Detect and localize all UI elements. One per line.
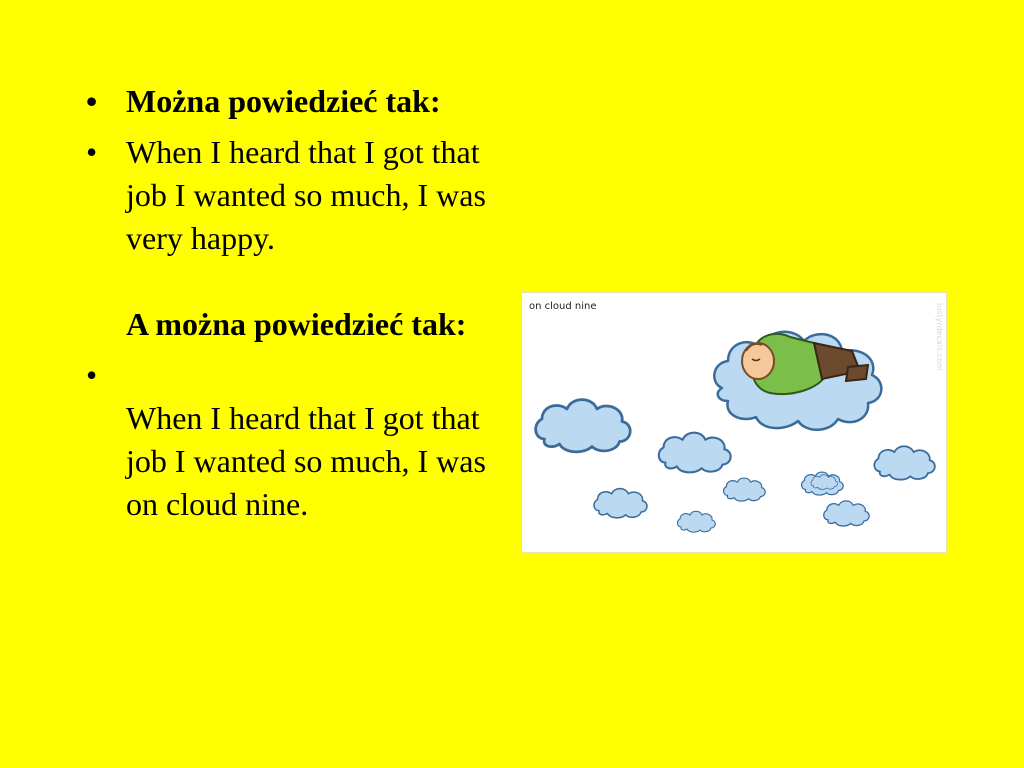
- slide-text: [86, 80, 486, 534]
- bullet-mark: •: [86, 134, 98, 170]
- illustration-caption: on cloud nine: [529, 301, 597, 312]
- bullet-text: When I heard that I got that job I wanted so much, I was very happy.: [126, 134, 486, 256]
- spacer: [126, 260, 486, 303]
- bullet-mark: •: [86, 357, 98, 393]
- cloud-nine-illustration: [521, 292, 947, 553]
- bullet-mark: •: [86, 83, 98, 119]
- bullet-item-3: [86, 354, 486, 526]
- cloud-illustration-drawing: [522, 293, 947, 553]
- bullet-text: Można powiedzieć tak:: [126, 83, 441, 119]
- bullet-text: [126, 354, 486, 397]
- illustration-credit: justyrdecals.com: [935, 303, 944, 371]
- bullet-followup: A można powiedzieć tak:: [126, 306, 467, 342]
- bullet-followup: When I heard that I got that job I wanted so much, I was on cloud nine.: [126, 400, 486, 522]
- bullet-item-1: [86, 80, 486, 123]
- small-clouds: [536, 400, 935, 533]
- bullet-item-2: [86, 131, 486, 346]
